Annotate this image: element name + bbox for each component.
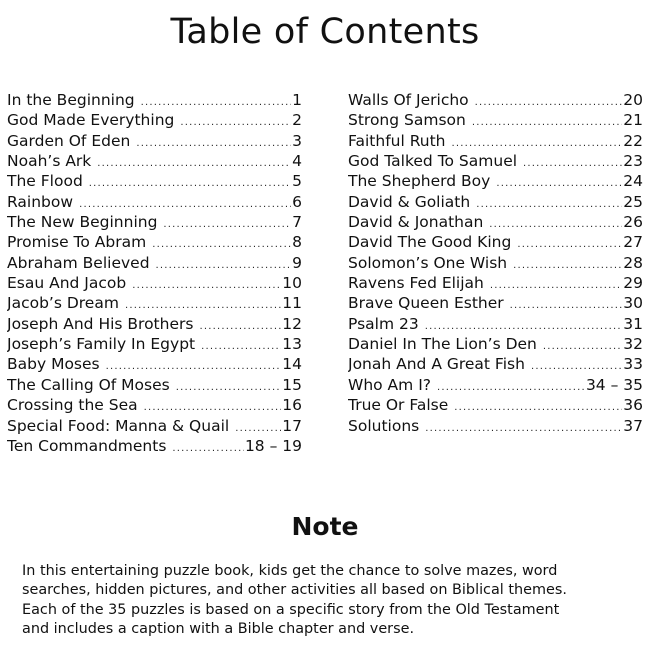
toc-entry-title: Crossing the Sea [7, 396, 138, 415]
toc-dot-leader [106, 357, 282, 374]
toc-entry-title: The New Beginning [7, 213, 158, 232]
toc-entry-title: Esau And Jacob [7, 274, 127, 293]
toc-entry-title: True Or False [348, 396, 449, 415]
note-heading: Note [291, 512, 359, 541]
toc-dot-leader [517, 235, 622, 252]
toc-entry-page: 13 [282, 335, 302, 354]
toc-entry-title: In the Beginning [7, 91, 135, 109]
toc-entry-page: 23 [623, 152, 643, 171]
toc-entry [7, 334, 302, 354]
toc-dot-leader [425, 419, 622, 436]
toc-entry [7, 293, 302, 313]
toc-entry [348, 90, 643, 110]
toc-entry-page: 27 [623, 233, 643, 252]
toc-dot-leader [132, 276, 281, 293]
toc-dot-leader [79, 195, 291, 212]
toc-entry-title: Jonah And A Great Fish [348, 355, 525, 374]
toc-entry-page: 9 [292, 253, 302, 272]
toc-entry-title: Who Am I? [348, 375, 431, 394]
toc-entry-page: 30 [623, 294, 643, 313]
toc-dot-leader [152, 235, 291, 252]
toc-entry [7, 416, 302, 436]
toc-dot-leader [489, 215, 622, 232]
toc-entry-page: 20 [623, 91, 643, 109]
toc-entry-title: Solutions [348, 416, 420, 435]
toc-left-column [7, 90, 302, 456]
toc-dot-leader [531, 357, 622, 374]
toc-entry-title: The Shepherd Boy [348, 172, 491, 191]
toc-entry [7, 212, 302, 232]
toc-dot-leader [452, 134, 623, 151]
toc-entry-title: David The Good King [348, 233, 512, 252]
toc-entry-title: Daniel In The Lion’s Den [348, 335, 537, 354]
note-line: and includes a caption with a Bible chapter and verse. [22, 620, 415, 637]
toc-entry-title: Garden Of Eden [7, 131, 131, 150]
toc-entry-page: 26 [623, 213, 643, 232]
toc-entry [7, 395, 302, 415]
toc-entry [348, 334, 643, 354]
toc-entry-page: 8 [292, 233, 302, 252]
toc-entry [348, 253, 643, 273]
toc-dot-leader [476, 195, 622, 212]
toc-entry-title: Jacob’s Dream [7, 294, 119, 313]
toc-entry [7, 151, 302, 171]
note-line: In this entertaining puzzle book, kids get the chance to solve mazes, word [22, 563, 558, 579]
toc-dot-leader [172, 439, 244, 456]
toc-entry-title: Joseph And His Brothers [7, 314, 194, 333]
toc-dot-leader [475, 93, 623, 110]
toc-dot-leader [141, 93, 292, 110]
toc-entry-title: Strong Samson [348, 111, 466, 130]
toc-entry-page: 22 [623, 131, 643, 150]
note-line: Each of the 35 puzzles is based on a specific story from the Old Testament [22, 601, 560, 618]
toc-entry-title: Rainbow [7, 192, 74, 211]
toc-dot-leader [201, 337, 281, 354]
toc-entry-title: Baby Moses [7, 355, 100, 374]
toc-entry [348, 131, 643, 151]
toc-entry [7, 253, 302, 273]
toc-entry-page: 28 [623, 253, 643, 272]
toc-dot-leader [425, 317, 623, 334]
toc-entry-title: Walls Of Jericho [348, 91, 469, 109]
toc-dot-leader [490, 276, 622, 293]
toc-entry [348, 110, 643, 130]
page-title: Table of Contents [170, 12, 480, 52]
toc-entry-page: 11 [282, 294, 302, 313]
toc-entry [7, 171, 302, 191]
toc-entry [7, 314, 302, 334]
toc-entry [348, 171, 643, 191]
toc-entry-title: God Talked To Samuel [348, 152, 518, 171]
toc-dot-leader [97, 154, 291, 171]
toc-entry-page: 29 [623, 274, 643, 293]
toc-entry [348, 416, 643, 436]
toc-dot-leader [454, 398, 622, 415]
toc-entry-page: 33 [623, 355, 643, 374]
toc-entry [348, 395, 643, 415]
toc-entry-page: 17 [282, 416, 302, 435]
toc-entry-page: 18 – 19 [244, 436, 302, 455]
toc-entry-title: Ravens Fed Elijah [348, 274, 484, 293]
toc-entry-page: 14 [282, 355, 302, 374]
toc-entry-title: God Made Everything [7, 111, 175, 130]
toc-entry [7, 131, 302, 151]
toc-entry-page: 4 [292, 152, 302, 171]
toc-entry-title: Brave Queen Esther [348, 294, 504, 313]
toc-dot-leader [472, 113, 622, 130]
toc-entry-title: Noah’s Ark [7, 152, 92, 171]
toc-dot-leader [176, 378, 282, 395]
toc-entry-title: The Flood [7, 172, 83, 191]
toc-entry [348, 273, 643, 293]
toc-entry-page: 12 [282, 314, 302, 333]
toc-entry-page: 7 [292, 213, 302, 232]
toc-entry-page: 24 [623, 172, 643, 191]
toc-dot-leader [523, 154, 622, 171]
toc-right-column [348, 90, 643, 436]
toc-entry [348, 212, 643, 232]
toc-dot-leader [163, 215, 291, 232]
note-line: searches, hidden pictures, and other activities all based on Biblical themes. [22, 582, 567, 599]
toc-dot-leader [437, 378, 585, 395]
toc-dot-leader [156, 256, 292, 273]
toc-entry [7, 436, 302, 456]
toc-entry-page: 5 [292, 172, 302, 191]
toc-entry-page: 34 – 35 [585, 375, 643, 394]
toc-entry-title: Abraham Believed [7, 253, 150, 272]
note-body [22, 562, 642, 639]
toc-entry-page: 25 [623, 192, 643, 211]
toc-entry [348, 375, 643, 395]
toc-entry-title: Joseph’s Family In Egypt [7, 335, 196, 354]
toc-entry-title: Promise To Abram [7, 233, 147, 252]
toc-entry [348, 192, 643, 212]
toc-entry-page: 31 [623, 314, 643, 333]
toc-dot-leader [543, 337, 622, 354]
toc-entry [7, 232, 302, 252]
toc-dot-leader [89, 174, 291, 191]
toc-dot-leader [144, 398, 282, 415]
toc-entry-title: Solomon’s One Wish [348, 253, 508, 272]
toc-entry-page: 2 [292, 111, 302, 130]
toc-entry [348, 314, 643, 334]
toc-dot-leader [510, 296, 623, 313]
toc-dot-leader [136, 134, 291, 151]
toc-entry-title: Ten Commandments [7, 436, 167, 455]
toc-entry-page: 16 [282, 396, 302, 415]
toc-dot-leader [496, 174, 622, 191]
toc-entry-page: 21 [623, 111, 643, 130]
toc-entry-title: The Calling Of Moses [7, 375, 170, 394]
toc-entry [7, 110, 302, 130]
toc-entry-page: 6 [292, 192, 302, 211]
toc-entry-page: 37 [623, 416, 643, 435]
toc-dot-leader [199, 317, 281, 334]
toc-entry [7, 375, 302, 395]
toc-entry-title: Faithful Ruth [348, 131, 446, 150]
toc-entry-page: 15 [282, 375, 302, 394]
toc-dot-leader [513, 256, 622, 273]
toc-entry [7, 90, 302, 110]
toc-dot-leader [235, 419, 281, 436]
toc-dot-leader [125, 296, 281, 313]
toc-entry-title: Special Food: Manna & Quail [7, 416, 230, 435]
toc-entry-title: David & Jonathan [348, 213, 484, 232]
toc-entry-page: 32 [623, 335, 643, 354]
toc-entry-title: Psalm 23 [348, 314, 419, 333]
toc-entry [348, 151, 643, 171]
toc-entry [7, 192, 302, 212]
toc-entry-page: 3 [292, 131, 302, 150]
toc-entry [348, 232, 643, 252]
toc-entry-page: 1 [292, 91, 302, 109]
toc-entry [348, 354, 643, 374]
toc-entry [7, 354, 302, 374]
toc-entry [348, 293, 643, 313]
toc-entry-page: 36 [623, 396, 643, 415]
toc-entry-title: David & Goliath [348, 192, 471, 211]
toc-entry [7, 273, 302, 293]
toc-dot-leader [180, 113, 291, 130]
toc-entry-page: 10 [282, 274, 302, 293]
